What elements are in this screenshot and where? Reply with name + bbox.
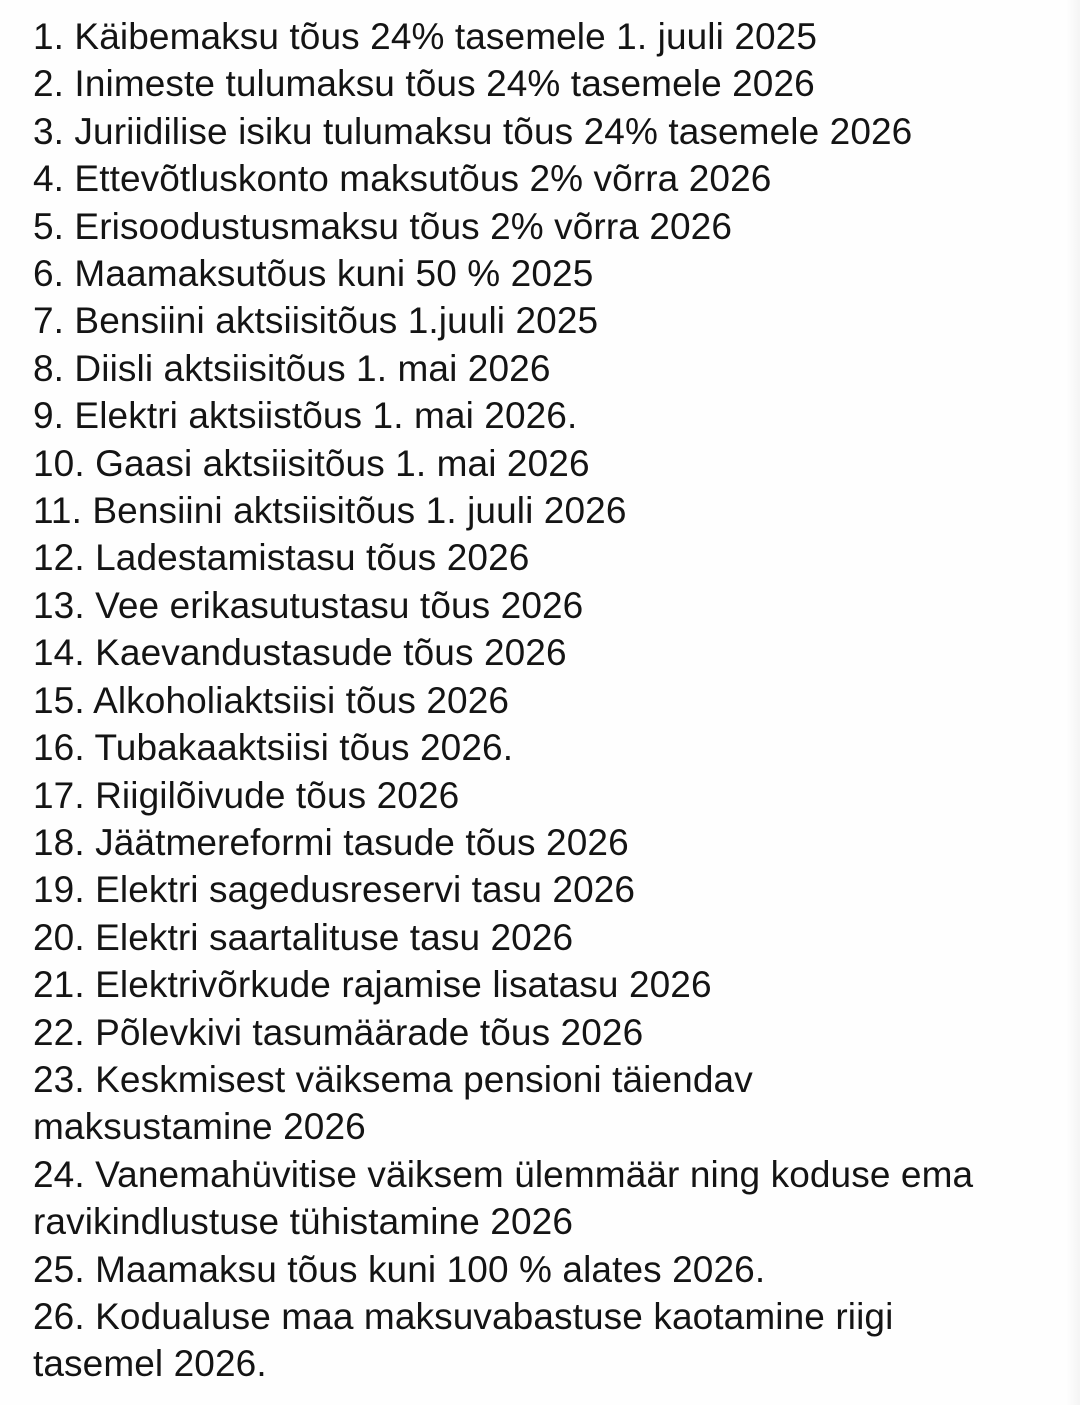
list-item-21: 21. Elektrivõrkude rajamise lisatasu 2026 bbox=[33, 964, 712, 1006]
list-item-3: 3. Juriidilise isiku tulumaksu tõus 24% tasemele 2026 bbox=[33, 110, 913, 152]
list-item-13: 13. Vee erikasutustasu tõus 2026 bbox=[33, 584, 584, 626]
list-item-14: 14. Kaevandustasude tõus 2026 bbox=[33, 632, 567, 674]
list-item-26-continued: tasemel 2026. bbox=[33, 1343, 267, 1385]
list-item-17: 17. Riigilõivude tõus 2026 bbox=[33, 774, 460, 816]
list-item-2: 2. Inimeste tulumaksu tõus 24% tasemele 2026 bbox=[33, 63, 815, 105]
list-item-24: 24. Vanemahüvitise väiksem ülemmäär ning koduse ema bbox=[33, 1153, 974, 1195]
list-item-9: 9. Elektri aktsiistõus 1. mai 2026. bbox=[33, 395, 578, 437]
list-item-8: 8. Diisli aktsiisitõus 1. mai 2026 bbox=[33, 347, 551, 389]
tax-changes-list bbox=[33, 13, 1063, 1388]
list-item-6: 6. Maamaksutõus kuni 50 % 2025 bbox=[33, 253, 594, 295]
list-item-23-continued: maksustamine 2026 bbox=[33, 1106, 366, 1148]
list-item-24-continued: ravikindlustuse tühistamine 2026 bbox=[33, 1201, 574, 1243]
list-item-18: 18. Jäätmereformi tasude tõus 2026 bbox=[33, 821, 629, 863]
list-item-16: 16. Tubakaaktsiisi tõus 2026. bbox=[33, 727, 514, 769]
list-item-19: 19. Elektri sagedusreservi tasu 2026 bbox=[33, 869, 636, 911]
list-item-23: 23. Keskmisest väiksema pensioni täiendav bbox=[33, 1058, 753, 1100]
list-item-10: 10. Gaasi aktsiisitõus 1. mai 2026 bbox=[33, 442, 590, 484]
list-item-12: 12. Ladestamistasu tõus 2026 bbox=[33, 537, 530, 579]
list-item-5: 5. Erisoodustusmaksu tõus 2% võrra 2026 bbox=[33, 205, 733, 247]
edge-shadow bbox=[1066, 0, 1080, 1405]
list-item-11: 11. Bensiini aktsiisitõus 1. juuli 2026 bbox=[33, 490, 627, 532]
list-item-1: 1. Käibemaksu tõus 24% tasemele 1. juuli 2025 bbox=[33, 16, 818, 57]
list-item-4: 4. Ettevõtluskonto maksutõus 2% võrra 2026 bbox=[33, 158, 772, 200]
list-item-26: 26. Kodualuse maa maksuvabastuse kaotamine riigi bbox=[33, 1295, 894, 1337]
list-item-7: 7. Bensiini aktsiisitõus 1.juuli 2025 bbox=[33, 300, 599, 342]
list-item-25: 25. Maamaksu tõus kuni 100 % alates 2026. bbox=[33, 1248, 766, 1290]
list-item-15: 15. Alkoholiaktsiisi tõus 2026 bbox=[33, 679, 510, 721]
list-item-20: 20. Elektri saartalituse tasu 2026 bbox=[33, 916, 574, 958]
list-item-22: 22. Põlevkivi tasumäärade tõus 2026 bbox=[33, 1011, 644, 1053]
